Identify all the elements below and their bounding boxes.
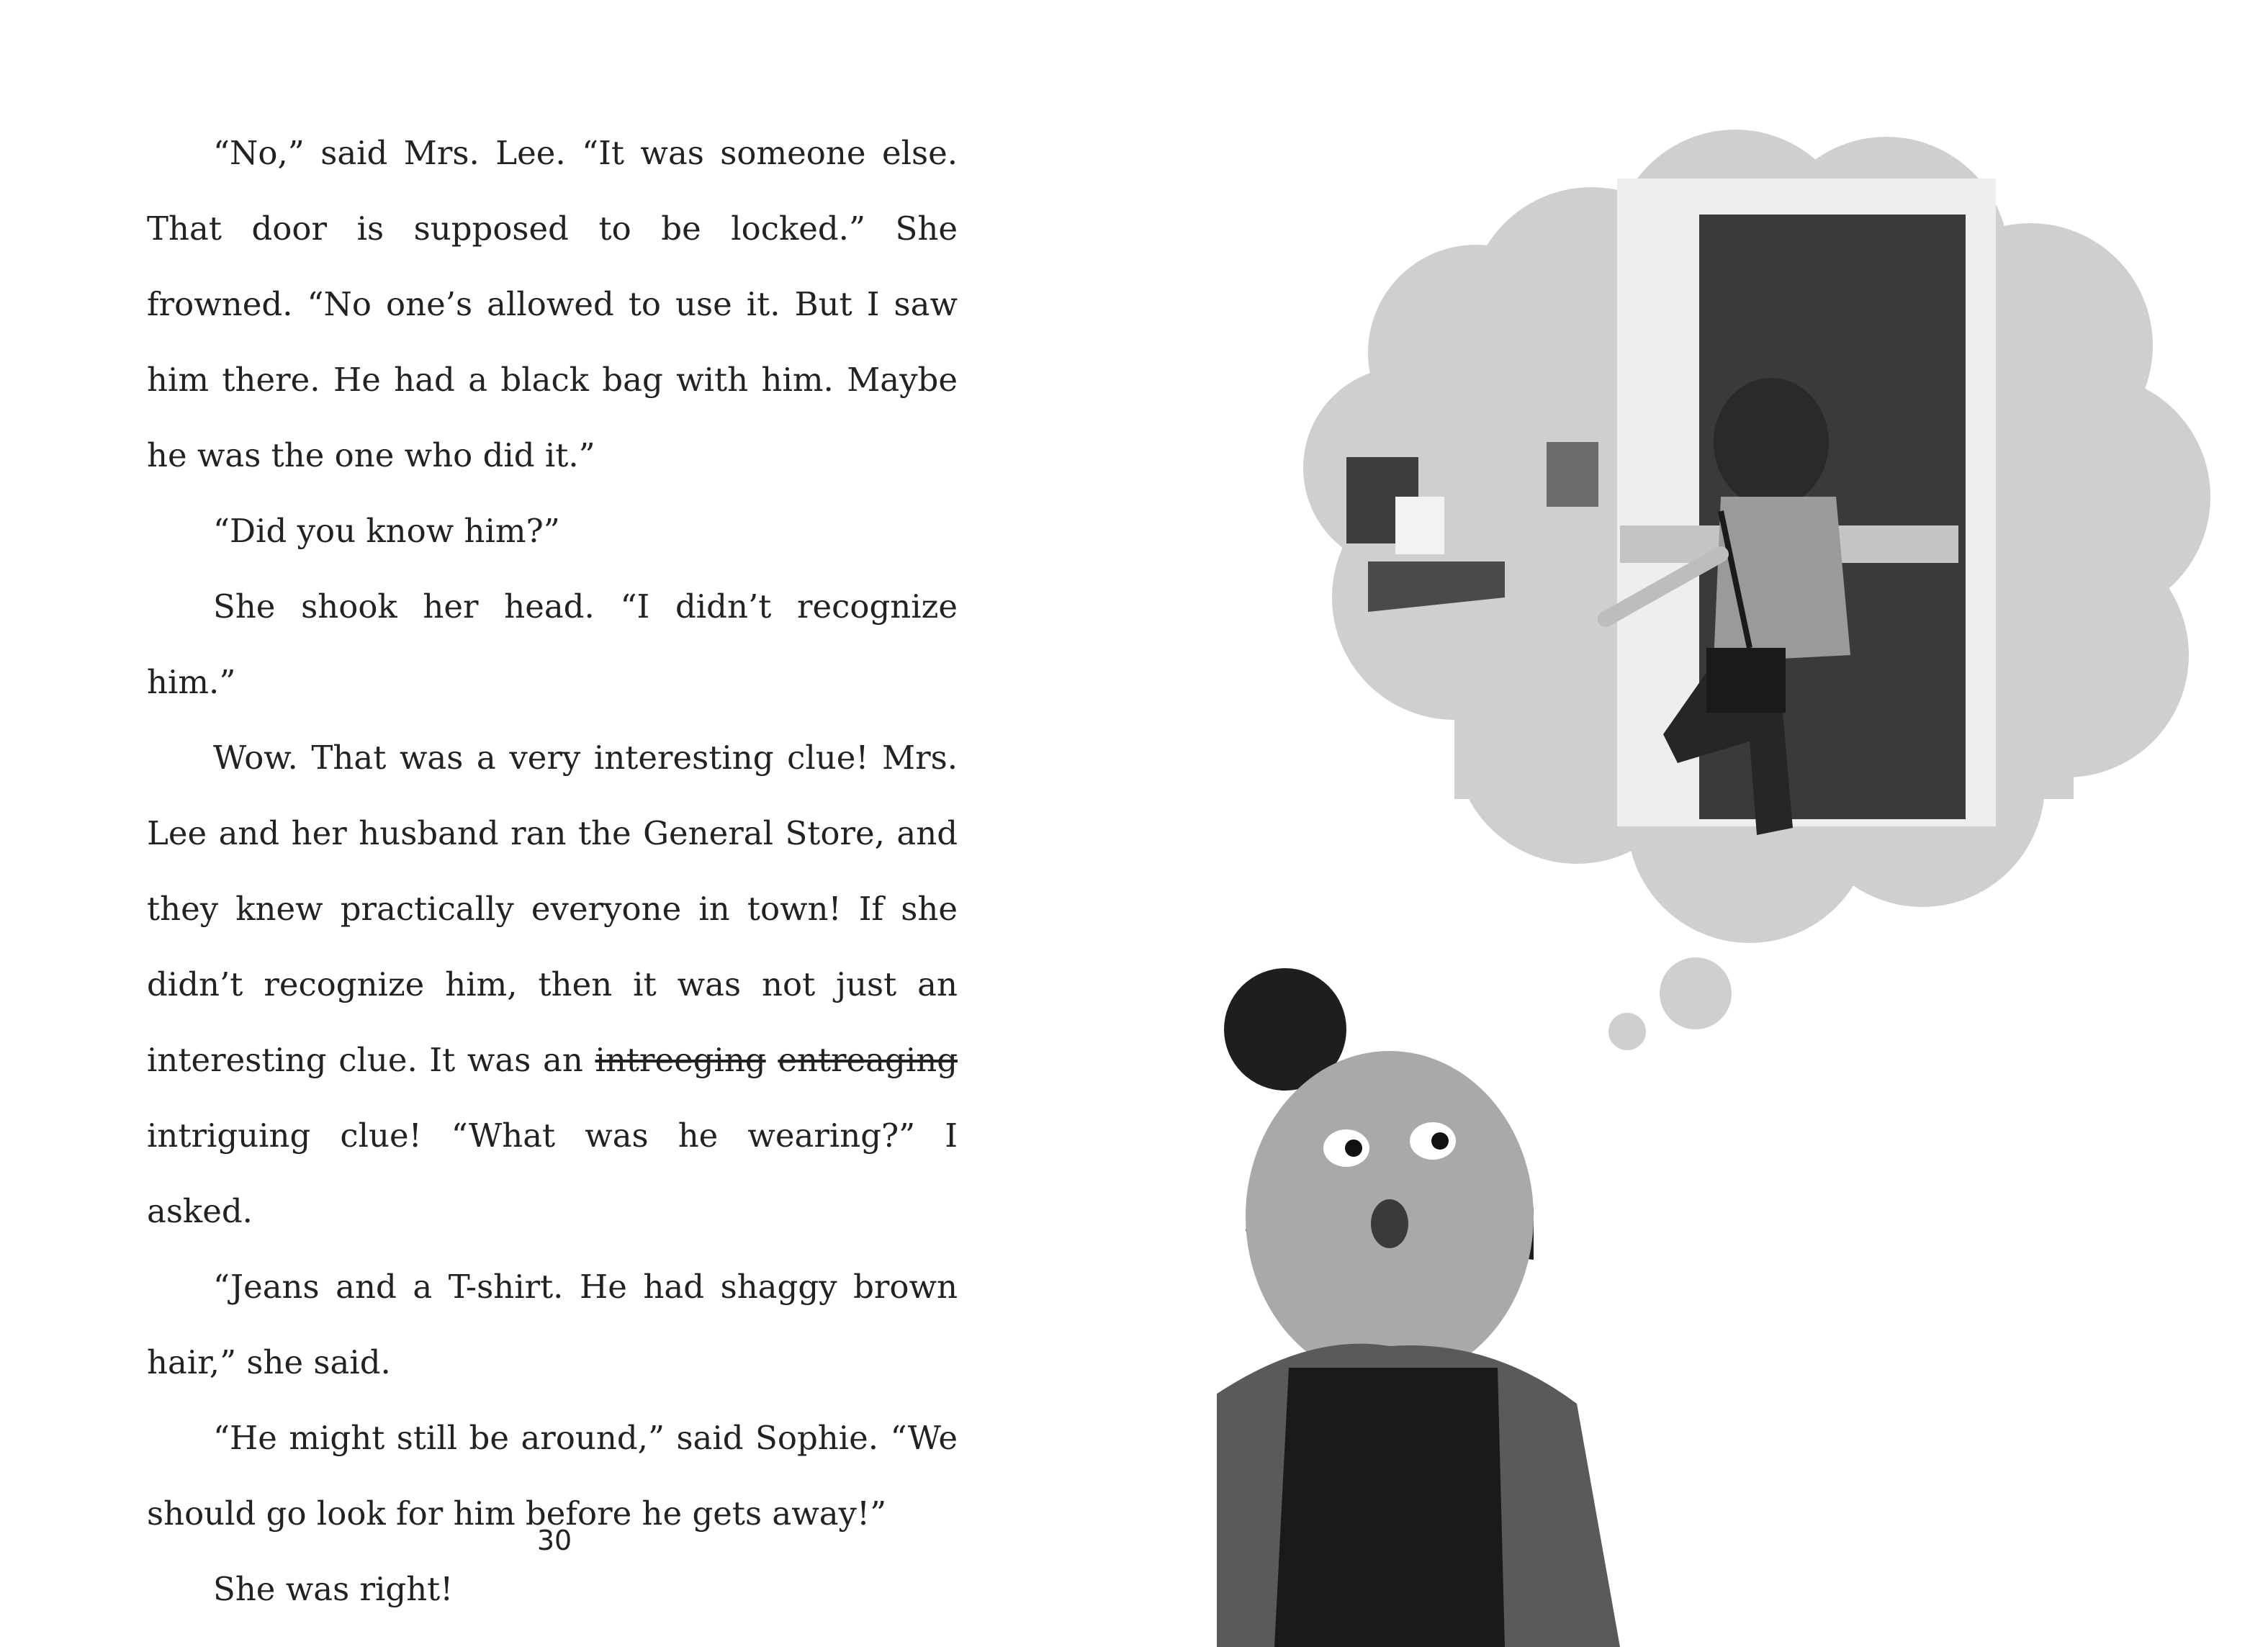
paragraph-2: “Did you know him?” xyxy=(213,512,560,550)
paragraph-4-end: intriguing clue! “What was he wearing?” I asked. xyxy=(147,1116,958,1230)
thought-dot-small xyxy=(1608,1013,1646,1050)
open-mouth xyxy=(1371,1199,1408,1248)
black-bag-icon xyxy=(1706,648,1786,713)
paragraph-1: “No,” said Mrs. Lee. “It was someone else. That door is supposed to be locked.” She frowned. “No one’s allowed to use it. But I saw him there. He had a black bag with him. Maybe he was the one who did it.” xyxy=(147,134,958,474)
paragraph-5: “Jeans and a T-shirt. He had shaggy brown hair,” she said. xyxy=(147,1268,958,1381)
struck-word-1: intreeging xyxy=(595,1041,766,1079)
person-hair xyxy=(1714,378,1829,507)
paragraph-6: “He might still be around,” said Sophie. “We should go look for him before he gets away!” xyxy=(147,1419,958,1533)
struck-word-2: entreaging xyxy=(778,1041,958,1079)
page-number: 30 xyxy=(536,1525,572,1556)
paragraph-7: She was right! xyxy=(213,1570,454,1608)
woman-figure xyxy=(1217,968,1620,1647)
paragraph-4-start: Wow. That was a very interesting clue! Mrs. Lee and her husband ran the General Store, and they knew practically everyone in town! If she didn’t recognize him, then it was not just an interesting clue. It was an xyxy=(147,739,958,1079)
wall-switch xyxy=(1547,442,1598,507)
page-text xyxy=(147,115,958,1627)
paragraph-4 xyxy=(147,720,958,1249)
illustration xyxy=(1217,94,2268,1647)
thought-dot-large xyxy=(1660,957,1732,1029)
paragraph-3: She shook her head. “I didn’t recognize him.” xyxy=(147,587,958,701)
woman-apron xyxy=(1274,1368,1505,1647)
cup xyxy=(1395,497,1444,554)
